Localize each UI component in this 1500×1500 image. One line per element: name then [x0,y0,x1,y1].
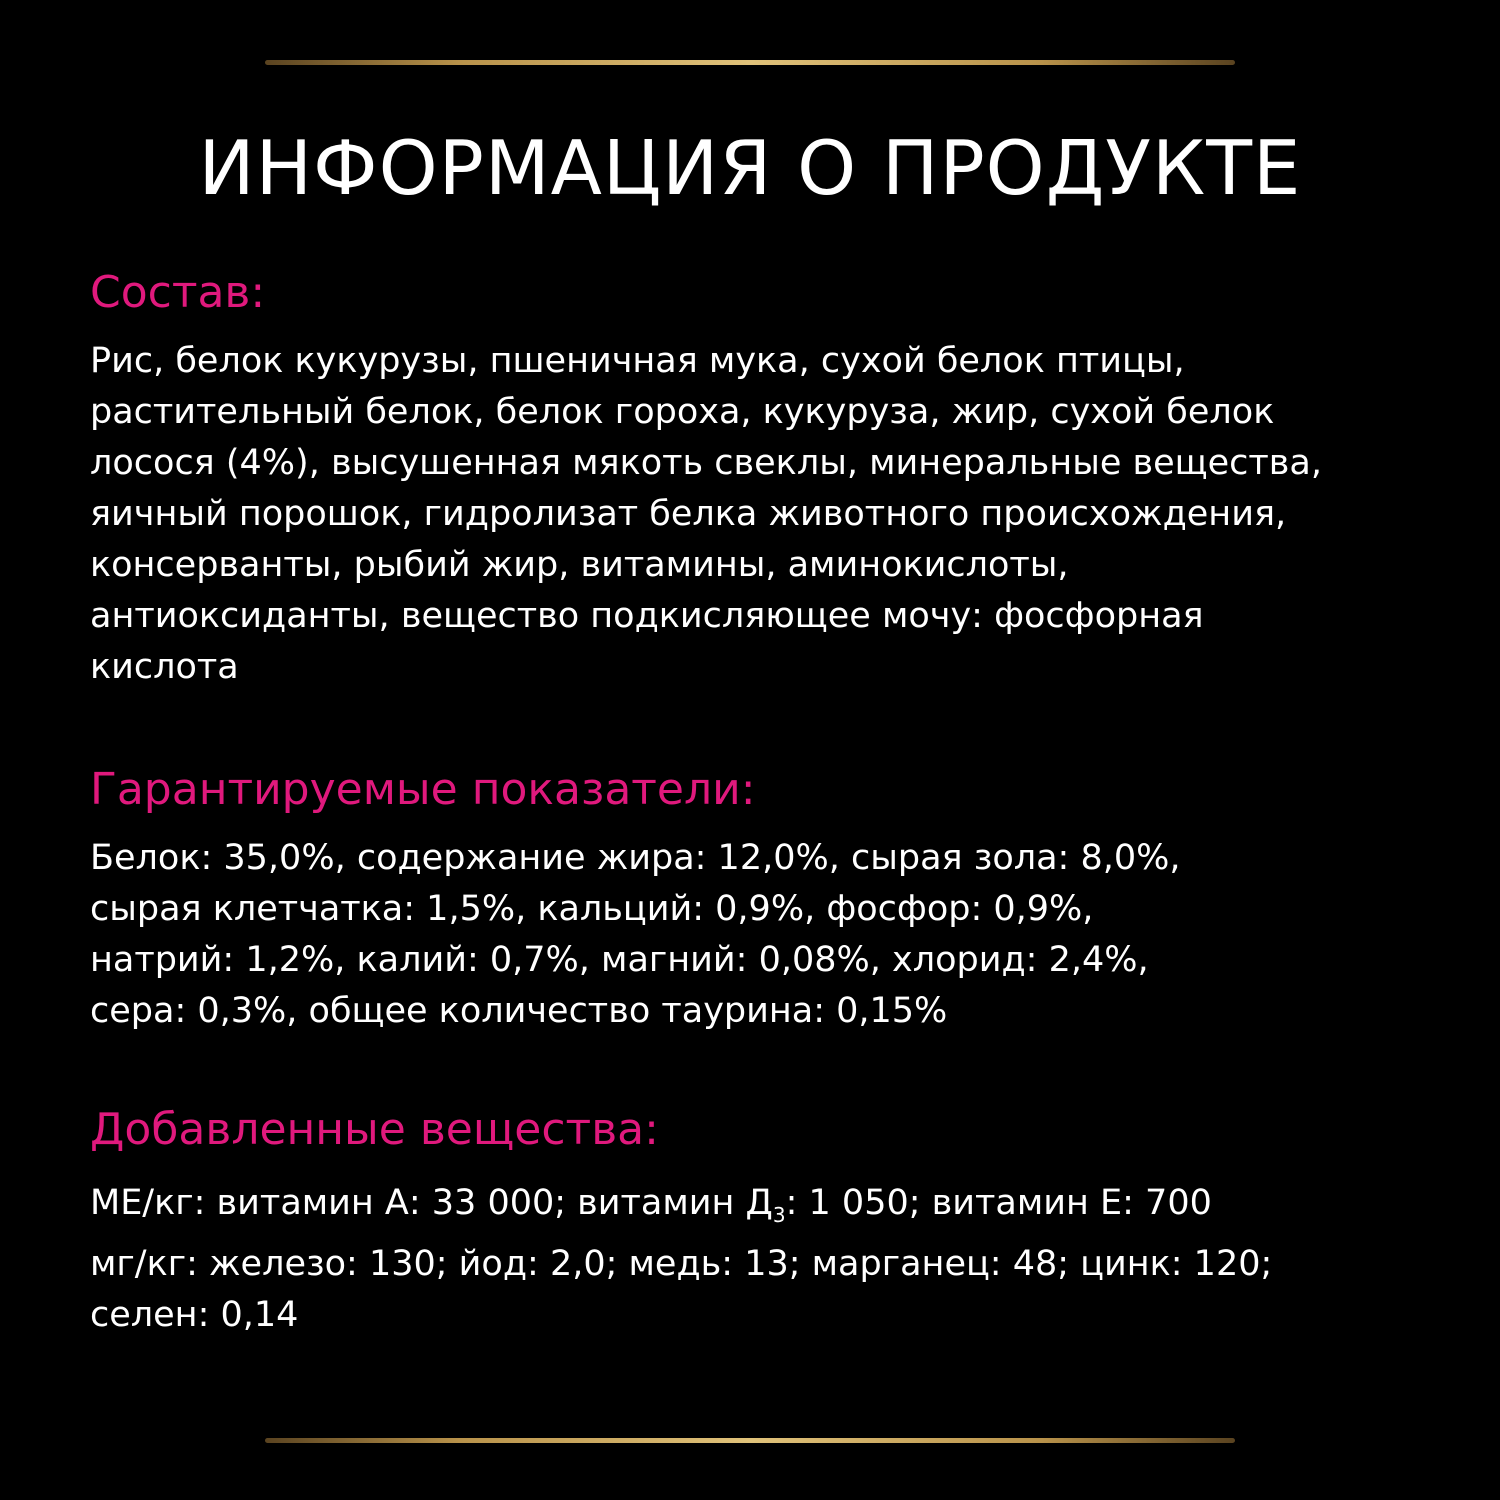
composition-line: лосося (4%), высушенная мякоть свеклы, минеральные вещества, [90,443,1322,483]
additives-text [90,1173,1460,1341]
top-gold-divider [265,60,1235,65]
guaranteed-line: сера: 0,3%, общее количество таурина: 0,15% [90,991,948,1031]
guaranteed-line: Белок: 35,0%, содержание жира: 12,0%, сырая зола: 8,0%, [90,838,1181,878]
vitamins-text-part: : 1 050; витамин Е: 700 [785,1183,1212,1223]
composition-line: кислота [90,647,239,687]
composition-line: антиоксиданты, вещество подкисляющее мочу: фосфорная [90,596,1204,636]
vitamins-text-part: МЕ/кг: витамин А: 33 000; витамин Д [90,1183,773,1223]
composition-line: яичный порошок, гидролизат белка животного происхождения, [90,494,1287,534]
page-title: ИНФОРМАЦИЯ О ПРОДУКТЕ [198,124,1302,212]
additives-heading: Добавленные вещества: [90,1104,659,1155]
composition-heading: Состав: [90,267,266,318]
additives-line-vitamins [90,1173,1460,1233]
guaranteed-text [90,833,1460,1037]
guaranteed-line: сырая клетчатка: 1,5%, кальций: 0,9%, фосфор: 0,9%, [90,889,1094,929]
product-info-content [90,262,1460,1403]
vitamin-d-subscript: 3 [772,1203,786,1227]
composition-line: растительный белок, белок гороха, кукуруза, жир, сухой белок [90,392,1275,432]
composition-line: Рис, белок кукурузы, пшеничная мука, сухой белок птицы, [90,341,1185,381]
additives-line: мг/кг: железо: 130; йод: 2,0; медь: 13; марганец: 48; цинк: 120; [90,1244,1273,1284]
composition-text [90,336,1460,693]
bottom-gold-divider [265,1438,1235,1443]
composition-section [90,262,1460,693]
composition-line: консерванты, рыбий жир, витамины, аминокислоты, [90,545,1069,585]
guaranteed-line: натрий: 1,2%, калий: 0,7%, магний: 0,08%, хлорид: 2,4%, [90,940,1149,980]
guaranteed-heading: Гарантируемые показатели: [90,764,756,815]
guaranteed-section [90,759,1460,1037]
additives-line: селен: 0,14 [90,1295,299,1335]
additives-section [90,1099,1460,1341]
